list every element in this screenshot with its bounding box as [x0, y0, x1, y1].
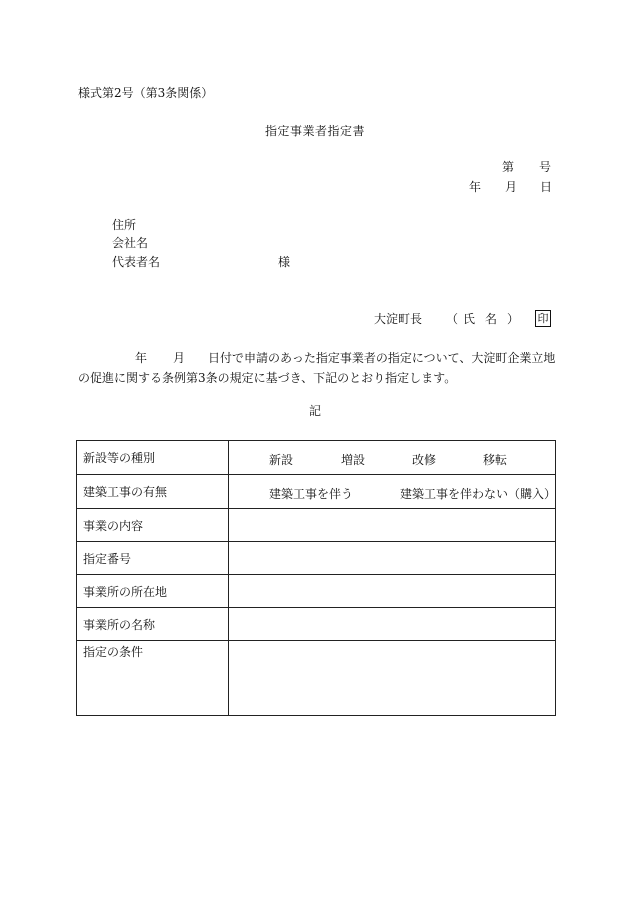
address-label: 住所	[112, 218, 137, 232]
body-text-line2: の促進に関する条例第3条の規定に基づき、下記のとおり指定します。	[78, 371, 457, 385]
form-number: 様式第2号（第3条関係）	[78, 86, 214, 100]
seal-mark: 印	[535, 310, 551, 327]
date-day: 日	[540, 180, 553, 194]
number-dai: 第	[502, 160, 515, 174]
designation-table	[76, 440, 556, 716]
table-row	[77, 608, 556, 641]
row-label: 事業所の所在地	[77, 575, 229, 608]
row-label: 新設等の種別	[77, 441, 229, 475]
row-label: 指定番号	[77, 542, 229, 575]
issuer-title: 大淀町長	[374, 312, 423, 326]
option-expansion: 増設	[341, 453, 366, 467]
row-value	[229, 542, 556, 575]
row-value	[229, 575, 556, 608]
date-year: 年	[469, 180, 482, 194]
table-row	[77, 575, 556, 608]
row-value	[229, 509, 556, 542]
table-row	[77, 475, 556, 509]
body-month: 月	[173, 351, 186, 365]
representative-label: 代表者名	[112, 255, 161, 269]
option-without-construction: 建築工事を伴わない（購入）	[400, 487, 557, 501]
table-row	[77, 509, 556, 542]
row-label: 事業の内容	[77, 509, 229, 542]
row-label: 建築工事の有無	[77, 475, 229, 509]
option-renovation: 改修	[412, 453, 437, 467]
table-row	[77, 542, 556, 575]
body-year: 年	[135, 351, 148, 365]
issuer-paren-open: （	[446, 312, 459, 326]
ki-heading: 記	[308, 404, 321, 418]
table-row	[77, 641, 556, 716]
row-value	[229, 641, 556, 716]
body-text-line1: 日付で申請のあった指定事業者の指定について、大淀町企業立地	[208, 351, 556, 365]
row-value	[229, 475, 556, 509]
issuer-name-shi: 氏	[463, 312, 476, 326]
number-go: 号	[539, 160, 552, 174]
issuer-name-mei: 名	[485, 312, 498, 326]
option-with-construction: 建築工事を伴う	[269, 487, 354, 501]
issuer-paren-close: ）	[507, 312, 520, 326]
table-row	[77, 441, 556, 475]
option-relocation: 移転	[483, 453, 508, 467]
row-value	[229, 441, 556, 475]
honorific: 様	[278, 255, 291, 269]
option-new: 新設	[269, 453, 294, 467]
row-label: 事業所の名称	[77, 608, 229, 641]
company-label: 会社名	[112, 236, 149, 250]
date-month: 月	[505, 180, 518, 194]
row-label: 指定の条件	[77, 641, 229, 716]
row-value	[229, 608, 556, 641]
document-title: 指定事業者指定書	[264, 124, 365, 138]
